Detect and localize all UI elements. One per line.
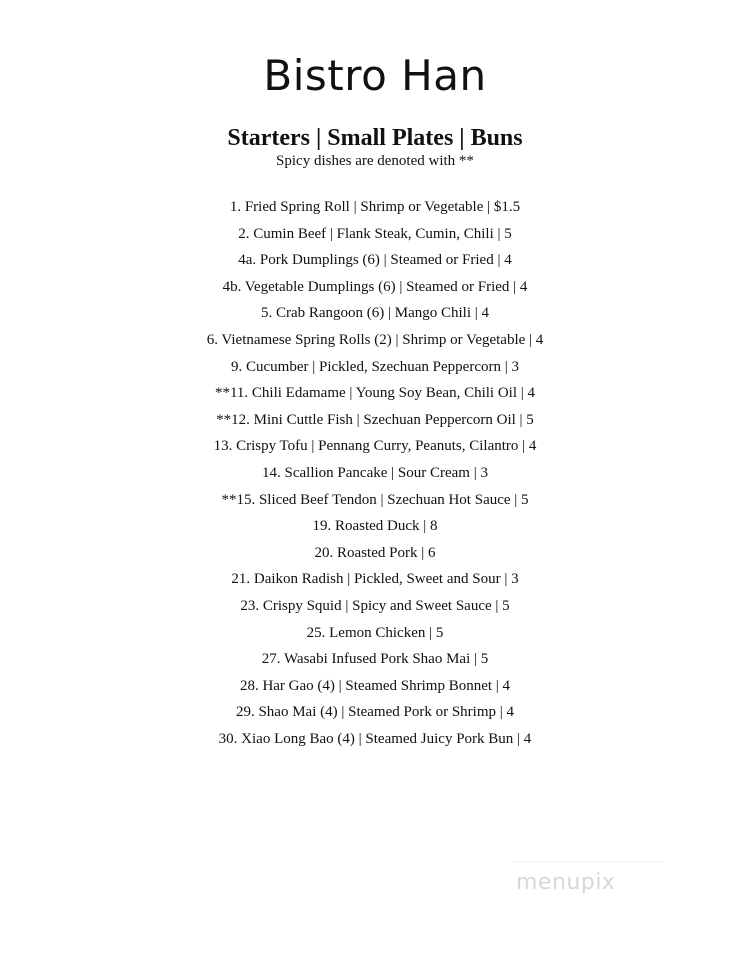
- menu-item: 13. Crispy Tofu | Pennang Curry, Peanuts, Cilantro | 4: [213, 438, 537, 455]
- menu-item: 2. Cumin Beef | Flank Steak, Cumin, Chili | 5: [238, 225, 512, 242]
- menu-item: 25. Lemon Chicken | 5: [306, 624, 444, 641]
- section-title: Starters | Small Plates | Buns: [227, 125, 523, 151]
- menu-item: 9. Cucumber | Pickled, Szechuan Peppercorn | 3: [230, 358, 519, 375]
- menu-item: 1. Fried Spring Roll | Shrimp or Vegetable | $1.5: [229, 199, 521, 215]
- menu-item: **11. Chili Edamame | Young Soy Bean, Chili Oil | 4: [214, 385, 536, 402]
- spicy-note: Spicy dishes are denoted with **: [276, 153, 474, 169]
- menu-item: 30. Xiao Long Bao (4) | Steamed Juicy Pork Bun | 4: [218, 730, 532, 747]
- menu-item: 6. Vietnamese Spring Rolls (2) | Shrimp or Vegetable | 4: [206, 331, 544, 348]
- restaurant-name: Bistro Han: [263, 51, 487, 100]
- menu-item: **12. Mini Cuttle Fish | Szechuan Peppercorn Oil | 5: [216, 411, 534, 428]
- menu-item: 28. Har Gao (4) | Steamed Shrimp Bonnet | 4: [239, 677, 511, 694]
- menu-item: 27. Wasabi Infused Pork Shao Mai | 5: [261, 651, 489, 668]
- menu-item: 4a. Pork Dumplings (6) | Steamed or Fried | 4: [238, 252, 512, 269]
- menu-list: [0, 194, 750, 752]
- menu-item: 29. Shao Mai (4) | Steamed Pork or Shrimp | 4: [235, 704, 515, 721]
- menu-item: 4b. Vegetable Dumplings (6) | Steamed or Fried | 4: [222, 278, 528, 295]
- menu-item: 21. Daikon Radish | Pickled, Sweet and Sour | 3: [231, 571, 519, 588]
- menu-item: 14. Scallion Pancake | Sour Cream | 3: [262, 464, 488, 481]
- menu-item: 5. Crab Rangoon (6) | Mango Chili | 4: [260, 305, 490, 322]
- menu-item: **15. Sliced Beef Tendon | Szechuan Hot Sauce | 5: [221, 491, 529, 508]
- menupix-watermark: menupix: [516, 870, 616, 895]
- menu-item: 19. Roasted Duck | 8: [312, 518, 438, 535]
- watermark-divider: [514, 861, 664, 863]
- menu-item: 20. Roasted Pork | 6: [314, 544, 436, 561]
- menu-item: 23. Crispy Squid | Spicy and Sweet Sauce | 5: [240, 597, 510, 614]
